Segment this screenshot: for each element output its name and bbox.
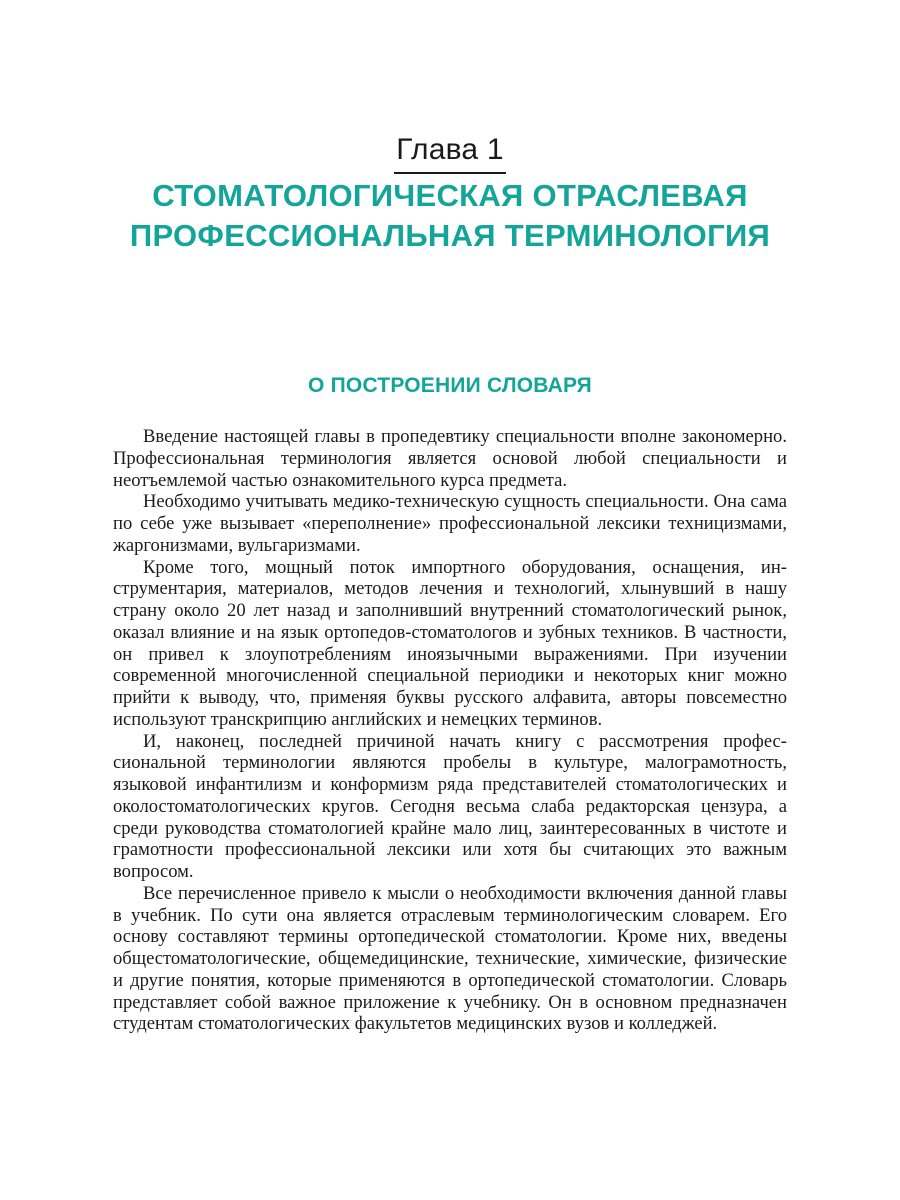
chapter-label — [0, 132, 900, 174]
paragraph: Кроме того, мощный поток импортного оборудования, оснащения, инструментария, материалов, методов лечения и технологий, хлынувший в нашу страну около 20 лет назад и заполнивший внутренний стоматологический рынок, оказал влияние и на язык ортопедов-стоматологов и зубных техников. В частности, он привел к злоупотреблениям иноязычными выражениями. При изучении современной многочисленной специальной периодики и некоторых книг можно прийти к выводу, что, применяя буквы русского алфавита, авторы повсеместно используют транскрипцию английских и немецких терминов. — [113, 556, 787, 730]
paragraph: Введение настоящей главы в пропедевтику специальности вполне закономерно. Профессиональная терминология является основой любой специальности и неотъемлемой частью ознакомительного курса предмета. — [113, 426, 787, 491]
chapter-title — [60, 176, 840, 256]
chapter-title-line: ПРОФЕССИОНАЛЬНАЯ ТЕРМИНОЛОГИЯ — [129, 218, 771, 253]
chapter-label-text: Глава 1 — [394, 132, 505, 174]
paragraph: Все перечисленное привело к мысли о необходимости включения данной главы в учебник. По сути она является отраслевым терминологическим словарем. Его основу составляют термины ортопедической стоматологии. Кроме них, введены общестоматологические, общемедицинские, технические, химические, физические и другие понятия, которые применяются в ортопедической стоматологии. Словарь представляет собой важное приложение к учебнику. Он в основном предназначен студентам стоматологических факультетов медицинских вузов и колледжей. — [113, 882, 787, 1035]
section-heading: О ПОСТРОЕНИИ СЛОВАРЯ — [308, 374, 592, 397]
body-text — [113, 426, 787, 1035]
paragraph: Необходимо учитывать медико-техническую сущность специальности. Она сама по себе уже вызывает «переполнение» профессиональной лексики техницизмами, жаргонизмами, вульгаризмами. — [113, 491, 787, 556]
paragraph: И, наконец, последней причиной начать книгу с рассмотрения профессиональной терминологии являются пробелы в культуре, малограмотность, языковой инфантилизм и конформизм ряда представителей стоматологических и околостоматологических кругов. Сегодня весьма слаба редакторская цензура, а среди руководства стоматологией крайне мало лиц, заинтересованных в чистоте и грамотности профессиональной лексики или хотя бы считающих это важным вопросом. — [113, 730, 787, 882]
chapter-title-line: СТОМАТОЛОГИЧЕСКАЯ ОТРАСЛЕВАЯ — [152, 178, 748, 213]
